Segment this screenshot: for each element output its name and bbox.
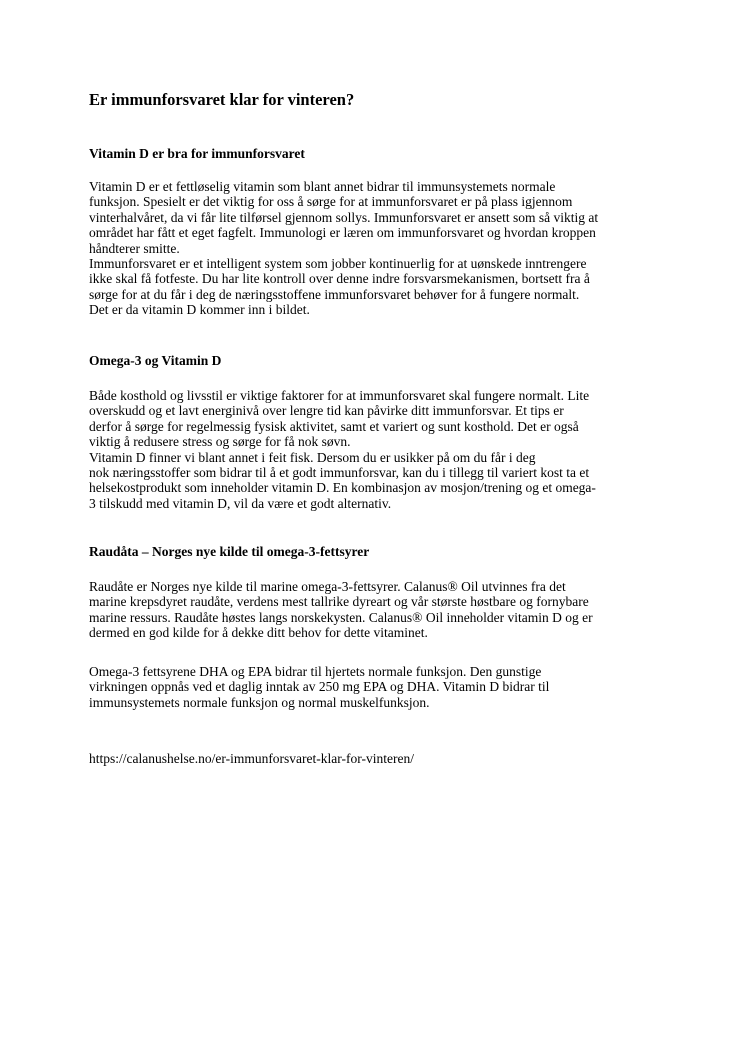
section-heading-omega-3: Omega-3 og Vitamin D (89, 353, 222, 368)
page-title: Er immunforsvaret klar for vinteren? (89, 90, 355, 109)
section-1-paragraph (89, 179, 598, 318)
text-line: 3 tilskudd med vitamin D, vil da være et godt alternativ. (89, 495, 392, 511)
text-line: virkningen oppnås ved et daglig inntak av 250 mg EPA og DHA. Vitamin D bidrar til (89, 679, 550, 695)
source-url: https://calanushelse.no/er-immunforsvaret-klar-for-vinteren/ (89, 751, 414, 766)
text-line: Vitamin D er et fettløselig vitamin som blant annet bidrar til immunsystemets normale (89, 179, 556, 194)
text-line: marine ressurs. Raudåte høstes langs norskekysten. Calanus® Oil inneholder vitamin D og er (89, 609, 593, 625)
text-line: Immunforsvaret er et intelligent system som jobber kontinuerlig for at uønskede inntrengere (89, 256, 587, 272)
text-line: viktig å redusere stress og sørge for få nok søvn. (89, 434, 351, 450)
text-line: overskudd og et lavt energinivå over lengre tid kan påvirke ditt immunforsvar. Et tips er (89, 403, 564, 419)
text-line: Det er da vitamin D kommer inn i bildet. (89, 302, 310, 318)
section-heading-raudata: Raudåta – Norges nye kilde til omega-3-fettsyrer (89, 544, 370, 559)
text-line: ikke skal få fotfeste. Du har lite kontroll over denne indre forsvarsmekanismen, bortsett fra å (89, 271, 590, 287)
text-line: vinterhalvåret, da vi får lite tilførsel gjennom sollys. Immunforsvaret er ansett som så viktig at (89, 209, 599, 225)
text-line: nok næringsstoffer som bidrar til å et godt immunforsvar, kan du i tillegg til variert kost ta et (89, 465, 590, 481)
text-line: Omega-3 fettsyrene DHA og EPA bidrar til hjertets normale funksjon. Den gunstige (89, 664, 542, 679)
text-line: dermed en god kilde for å dekke ditt behov for dette vitaminet. (89, 625, 428, 641)
text-line: Raudåte er Norges nye kilde til marine omega-3-fettsyrer. Calanus® Oil utvinnes fra det (89, 579, 566, 594)
text-line: Både kosthold og livsstil er viktige faktorer for at immunforsvaret skal fungere normalt. Lite (89, 388, 590, 403)
text-line: sørge for at du får i deg de næringsstoffene immunforsvaret behøver for å fungere normalt. (89, 286, 580, 302)
text-line: håndterer smitte. (89, 240, 180, 256)
section-2-paragraph (89, 388, 596, 511)
text-line: marine krepsdyret raudåte, verdens mest tallrike dyreart og vår største høstbare og fornybare (89, 594, 589, 610)
section-3-paragraph-2 (89, 664, 549, 710)
text-line: funksjon. Spesielt er det viktig for oss å sørge for at immunforsvaret er på plass igjennom (89, 194, 573, 210)
text-line: området har fått et eget fagfelt. Immunologi er læren om immunforsvaret og hvordan kroppen (89, 225, 596, 241)
text-line: immunsystemets normale funksjon og normal muskelfunksjon. (89, 694, 430, 710)
text-line: Vitamin D finner vi blant annet i feit fisk. Dersom du er usikker på om du får i deg (89, 449, 536, 465)
section-heading-vitamin-d: Vitamin D er bra for immunforsvaret (89, 146, 305, 161)
text-line: derfor å sørge for regelmessig fysisk aktivitet, samt et variert og sunt kosthold. Det er også (89, 418, 579, 434)
text-line: helsekostprodukt som inneholder vitamin D. En kombinasjon av mosjon/trening og et omega- (89, 480, 596, 496)
section-3-paragraph-1 (89, 579, 593, 641)
